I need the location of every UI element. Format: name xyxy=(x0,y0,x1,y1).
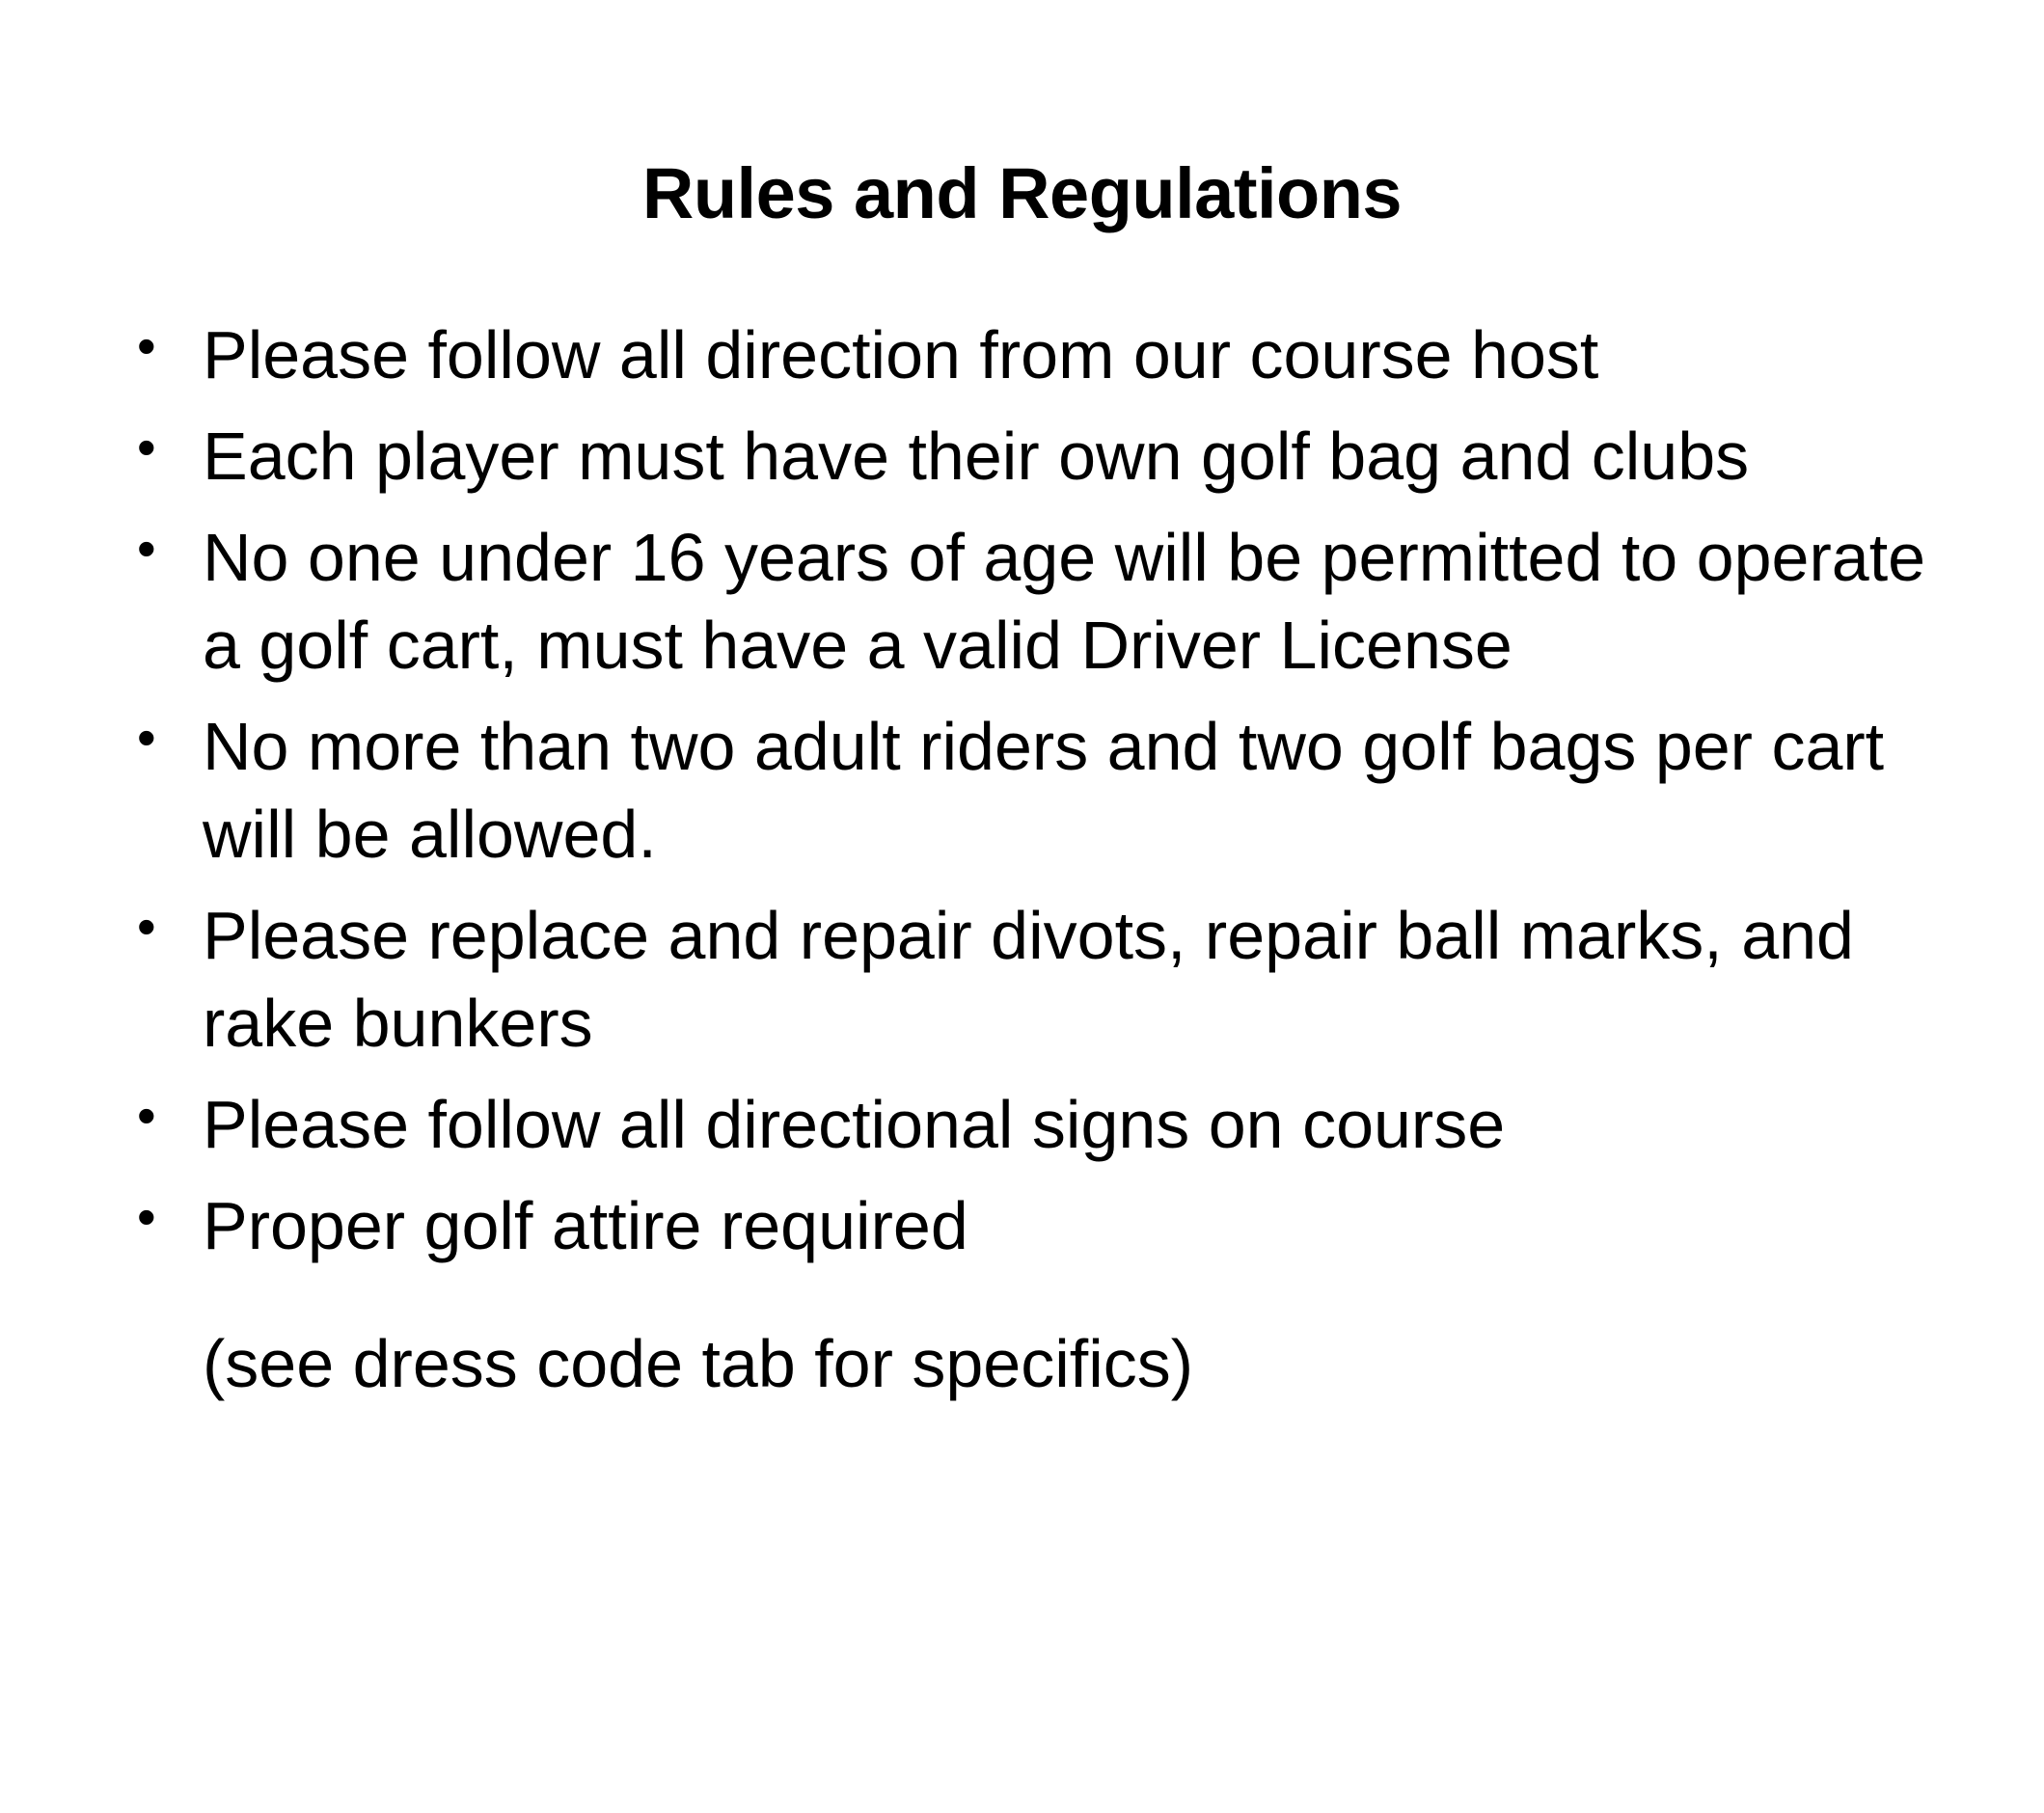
list-item-text: Please follow all directional signs on course xyxy=(203,1087,1506,1163)
list-item xyxy=(0,413,2044,501)
list-item xyxy=(0,311,2044,399)
list-item xyxy=(0,514,2044,690)
list-item-text: Please replace and repair divots, repair ball marks, and rake bunkers xyxy=(203,898,1854,1062)
rules-list xyxy=(0,311,2044,1270)
list-item-text: Each player must have their own golf bag and clubs xyxy=(203,419,1750,495)
list-item xyxy=(0,892,2044,1068)
bullet-icon: • xyxy=(137,315,156,377)
bullet-icon: • xyxy=(137,896,156,958)
bullet-icon: • xyxy=(137,1186,156,1248)
bullet-icon: • xyxy=(137,1085,156,1147)
list-item-text: No one under 16 years of age will be permitted to operate a golf cart, must have a valid Driver License xyxy=(203,520,1926,684)
list-item xyxy=(0,1081,2044,1169)
list-item-text: Please follow all direction from our course host xyxy=(203,317,1599,393)
page-title: Rules and Regulations xyxy=(641,153,1403,233)
bullet-icon: • xyxy=(137,518,156,580)
list-item xyxy=(0,1182,2044,1270)
list-item-text: Proper golf attire required xyxy=(203,1188,968,1264)
bullet-icon: • xyxy=(137,707,156,769)
list-item xyxy=(0,703,2044,879)
list-item-text: No more than two adult riders and two golf bags per cart will be allowed. xyxy=(203,709,1885,873)
bullet-icon: • xyxy=(137,417,156,478)
dress-code-note: (see dress code tab for specifics) xyxy=(203,1326,1194,1402)
